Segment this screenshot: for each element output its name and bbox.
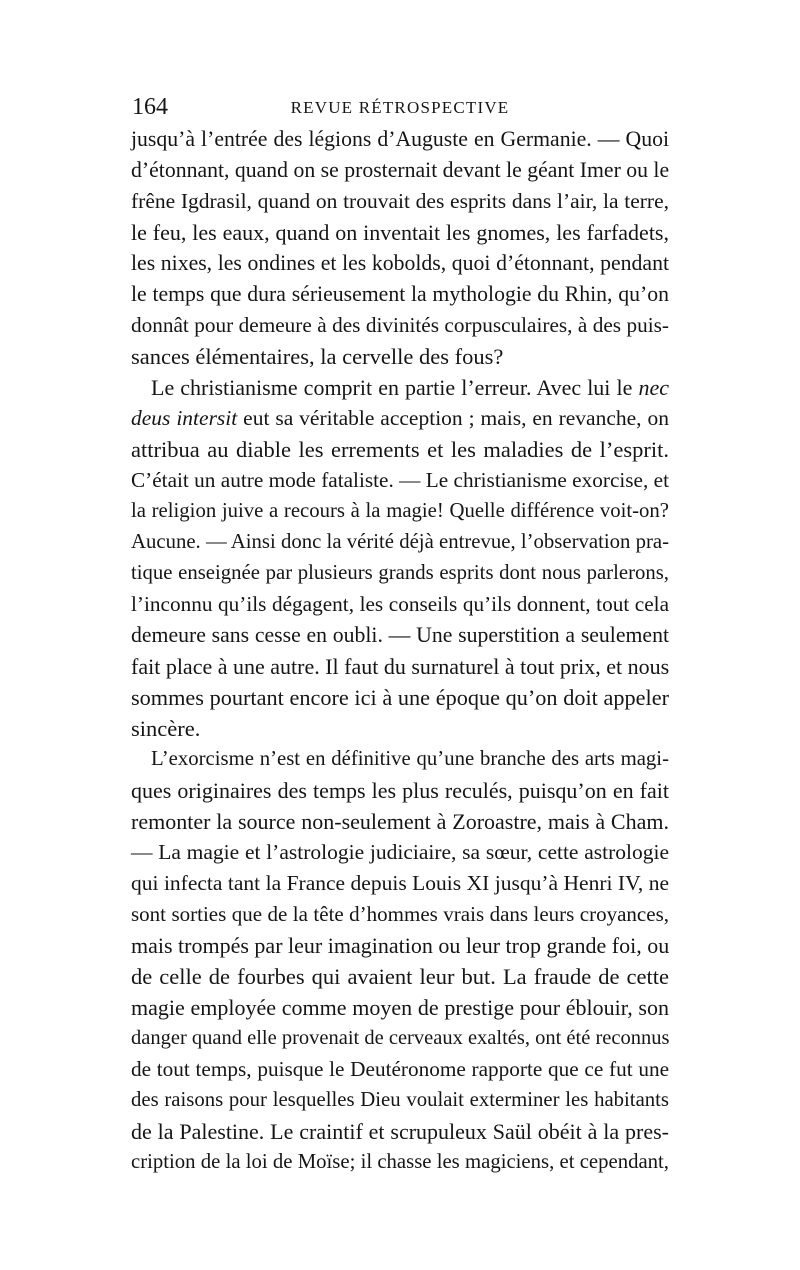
text-line: des raisons pour lesquelles Dieu voulait exterminer les habitants <box>131 1089 669 1111</box>
text-line: remonter la source non-seulement à Zoroastre, mais à Cham. <box>131 809 669 834</box>
text-line: frêne Igdrasil, quand on trouvait des esprits dans l’air, la terre, <box>131 189 669 213</box>
text-line: de celle de fourbes qui avaient leur but. La fraude de cette <box>131 964 669 989</box>
text-line: les nixes, les ondines et les kobolds, quoi d’étonnant, pendant <box>131 251 669 275</box>
text-line: qui infecta tant la France depuis Louis XI jusqu’à Henri IV, ne <box>131 871 669 895</box>
text-line: L’exorcisme n’est en définitive qu’une branche des arts magi- <box>151 748 669 770</box>
text-line: la religion juive a recours à la magie! Quelle différence voit-on? <box>131 500 669 522</box>
text-line: fait place à une autre. Il faut du surnaturel à tout prix, et nous <box>131 654 670 679</box>
text-line: cription de la loi de Moïse; il chasse les magiciens, et cependant, <box>131 1151 669 1173</box>
running-head <box>132 92 668 122</box>
latin-phrase: nec <box>638 375 669 400</box>
text-line: attribua au diable les errements et les maladies de l’esprit. <box>131 437 669 462</box>
text-line: sommes pourtant encore ici à une époque qu’on doit appeler <box>131 685 669 710</box>
text-line: tique enseignée par plusieurs grands esprits dont nous parlerons, <box>131 562 669 584</box>
text-line: donnât pour demeure à des divinités corpusculaires, à des puis- <box>131 313 669 337</box>
text-segment: eut sa véritable acception ; mais, en revanche, on <box>237 406 669 430</box>
text-line: mais trompés par leur imagination ou leur trop grande foi, ou <box>131 933 670 958</box>
text-line: d’étonnant, quand on se prosternait devant le géant Imer ou le <box>131 158 670 182</box>
text-line: ques originaires des temps les plus reculés, puisqu’on en fait <box>131 778 669 803</box>
text-line: jusqu’à l’entrée des légions d’Auguste en Germanie. — Quoi <box>131 127 669 151</box>
text-line: l’inconnu qu’ils dégagent, les conseils qu’ils donnent, tout cela <box>131 592 669 616</box>
text-line <box>131 403 669 434</box>
text-line: de la Palestine. Le craintif et scrupuleux Saül obéit à la pres- <box>131 1119 669 1144</box>
page-number: 164 <box>132 94 168 120</box>
text-line: magie employée comme moyen de prestige pour éblouir, son <box>131 995 669 1020</box>
text-line: sont sorties que de la tête d’hommes vrais dans leurs croyances, <box>131 902 669 926</box>
text-line: danger quand elle provenait de cerveaux exaltés, ont été reconnus <box>131 1027 670 1049</box>
text-line: le feu, les eaux, quand on inventait les gnomes, les farfadets, <box>131 220 669 245</box>
text-line <box>131 372 669 403</box>
text-segment: Le christianisme comprit en partie l’erreur. Avec lui le <box>151 375 639 400</box>
text-line: sincère. <box>131 716 201 741</box>
text-line: C’était un autre mode fataliste. — Le christianisme exorcise, et <box>131 468 669 492</box>
text-line: demeure sans cesse en oubli. — Une superstition a seulement <box>131 623 669 647</box>
text-line: le temps que dura sérieusement la mythologie du Rhin, qu’on <box>131 282 669 306</box>
running-title: REVUE RÉTROSPECTIVE <box>290 98 510 117</box>
latin-phrase: deus intersit <box>131 406 238 430</box>
text-line: — La magie et l’astrologie judiciaire, sa sœur, cette astrologie <box>131 840 669 864</box>
text-line: Aucune. — Ainsi donc la vérité déjà entrevue, l’observation pra- <box>131 531 669 553</box>
text-line: sances élémentaires, la cervelle des fous? <box>131 344 504 369</box>
text-line: de tout temps, puisque le Deutéronome rapporte que ce fut une <box>131 1057 669 1081</box>
body-text <box>131 124 669 1178</box>
